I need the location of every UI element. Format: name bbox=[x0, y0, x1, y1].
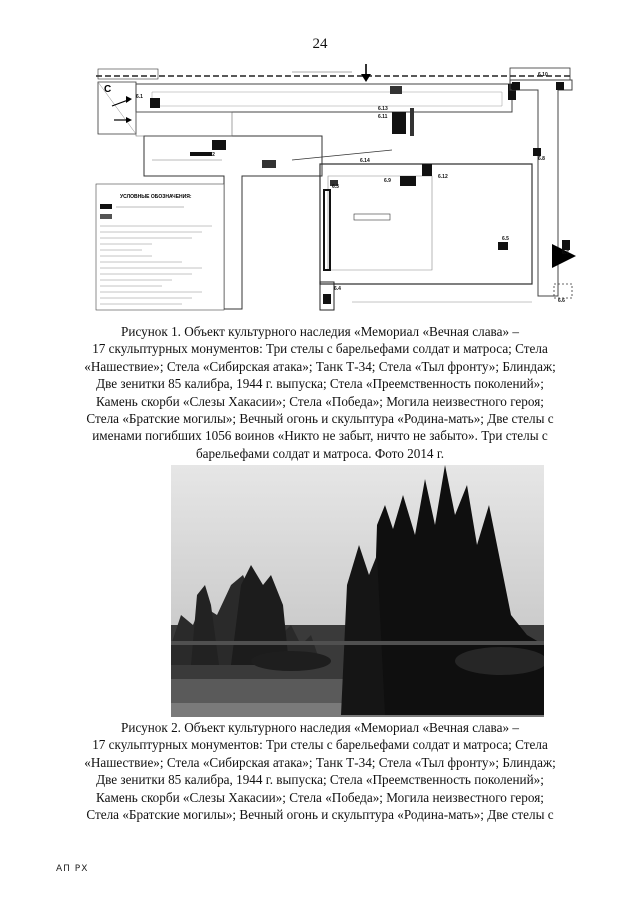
label-6-9: 6.9 bbox=[384, 178, 391, 184]
archive-stamp: АП РХ bbox=[56, 864, 89, 874]
memorial-photo bbox=[171, 465, 544, 717]
site-plan-drawing bbox=[92, 64, 576, 314]
label-6-2: 6.2 bbox=[208, 152, 215, 158]
legend-title: УСЛОВНЫЕ ОБОЗНАЧЕНИЯ: bbox=[120, 194, 192, 200]
caption-line: Стела «Братские могилы»; Вечный огонь и скульптура «Родина-мать»; Две стелы с bbox=[86, 411, 554, 427]
label-6-8: 6.8 bbox=[538, 156, 545, 162]
figure1-caption bbox=[80, 323, 560, 462]
label-6-12: 6.12 bbox=[438, 174, 448, 180]
label-6-5: 6.5 bbox=[502, 236, 509, 242]
page-number: 24 bbox=[312, 36, 328, 52]
label-6-4: 6.4 bbox=[334, 286, 341, 292]
trees-photo-drawing bbox=[171, 465, 544, 717]
label-6-1: 6.1 bbox=[136, 94, 143, 100]
label-6-13: 6.13 bbox=[378, 106, 388, 112]
label-6-7: 6.7 bbox=[562, 250, 569, 256]
label-6-3: 6.3 bbox=[332, 184, 339, 190]
caption-line: «Нашествие»; Стела «Сибирская атака»; Танк Т-34; Стела «Тыл фронту»; Блиндаж; bbox=[84, 754, 556, 770]
caption-line: «Нашествие»; Стела «Сибирская атака»; Танк Т-34; Стела «Тыл фронту»; Блиндаж; bbox=[84, 358, 556, 374]
caption-line: 17 скульптурных монументов: Три стелы с барельефами солдат и матроса; Стела bbox=[92, 737, 548, 753]
label-6-11: 6.11 bbox=[378, 114, 388, 120]
caption-line: Стела «Братские могилы»; Вечный огонь и скульптура «Родина-мать»; Две стелы с bbox=[86, 807, 554, 823]
caption-line: барельефами солдат и матроса. Фото 2014 г. bbox=[195, 445, 445, 461]
caption-line: Камень скорби «Слезы Хакасии»; Стела «Победа»; Могила неизвестного героя; bbox=[96, 789, 544, 805]
label-6-14: 6.14 bbox=[360, 158, 370, 164]
figure2-caption bbox=[80, 719, 560, 823]
caption-line: 17 скульптурных монументов: Три стелы с барельефами солдат и матроса; Стела bbox=[92, 341, 548, 357]
caption-line: Две зенитки 85 калибра, 1944 г. выпуска; Стела «Преемственность поколений»; bbox=[96, 772, 544, 788]
caption-line: Две зенитки 85 калибра, 1944 г. выпуска; Стела «Преемственность поколений»; bbox=[96, 376, 544, 392]
north-label: С bbox=[104, 84, 112, 95]
caption-line: Камень скорби «Слезы Хакасии»; Стела «Победа»; Могила неизвестного героя; bbox=[96, 393, 544, 409]
site-plan-figure bbox=[92, 64, 576, 314]
caption-line: Рисунок 1. Объект культурного наследия «Мемориал «Вечная слава» – bbox=[121, 324, 519, 339]
caption-line: именами погибших 1056 воинов «Никто не забыт, ничто не забыто». Три стелы с bbox=[92, 428, 548, 444]
label-6-10: 6.10 bbox=[538, 72, 548, 78]
label-6-6: 6.6 bbox=[558, 298, 565, 304]
caption-line: Рисунок 2. Объект культурного наследия «Мемориал «Вечная слава» – bbox=[121, 720, 519, 735]
